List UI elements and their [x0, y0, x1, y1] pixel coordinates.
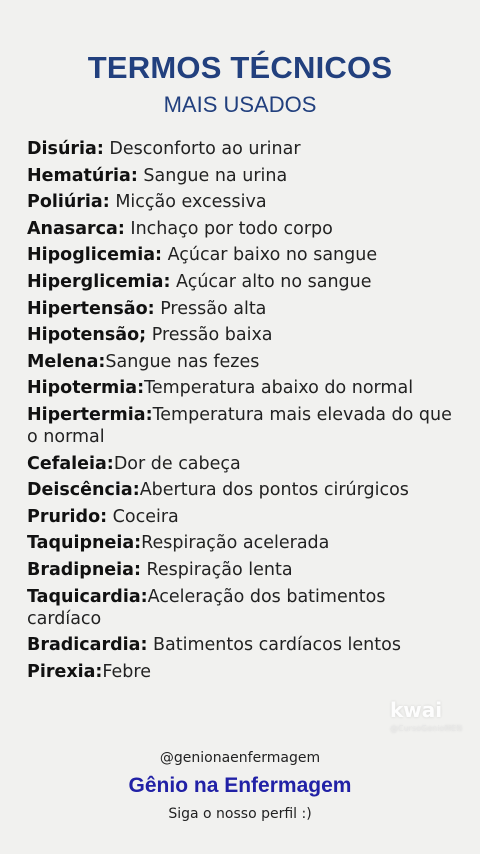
term-definition: Sangue nas fezes: [105, 351, 260, 372]
term-definition: Pressão alta: [154, 298, 267, 319]
term-name: Cefaleia:: [27, 453, 114, 474]
term-name: Hipotermia:: [27, 378, 145, 399]
term-definition: Temperatura mais elevada do que o normal: [27, 404, 452, 447]
term-name: Hipertensão:: [27, 298, 155, 319]
brand-name: Gênio na Enfermagem: [128, 774, 352, 797]
kwai-watermark: [390, 698, 470, 733]
term-definition: Açúcar baixo no sangue: [162, 245, 378, 266]
term-definition: Açúcar alto no sangue: [170, 271, 372, 292]
term-name: Hipotensão;: [27, 325, 147, 346]
term-name: Taquipneia:: [27, 533, 142, 554]
term-name: Deiscência:: [27, 480, 140, 501]
term-item: [27, 324, 457, 346]
term-name: Bradicardia:: [27, 635, 148, 656]
term-item: [27, 453, 457, 475]
term-name: Anasarca:: [27, 218, 125, 239]
term-name: Disúria:: [27, 139, 104, 159]
term-definition: Desconforto ao urinar: [103, 139, 301, 159]
term-item: [27, 404, 457, 448]
kwai-logo-icon: kwai: [390, 698, 443, 722]
term-definition: Pressão baixa: [146, 325, 273, 346]
instagram-handle[interactable]: @genionaenfermagem: [159, 750, 321, 766]
term-item: [27, 377, 457, 399]
term-name: Pirexia:: [27, 661, 103, 682]
terms-list: [27, 138, 457, 687]
term-item: [27, 351, 457, 373]
term-name: Taquicardia:: [27, 586, 148, 607]
term-definition: Inchaço por todo corpo: [124, 218, 333, 239]
term-item: [27, 532, 457, 554]
term-name: Melena:: [27, 351, 106, 372]
term-item: [27, 634, 457, 656]
page-title: TERMOS TÉCNICOS: [87, 50, 393, 85]
term-item: [27, 506, 457, 528]
term-item: [27, 218, 457, 240]
term-name: Hiperglicemia:: [27, 271, 171, 292]
term-item: [27, 559, 457, 581]
term-name: Hipertermia:: [27, 404, 153, 425]
term-definition: Abertura dos pontos cirúrgicos: [139, 480, 409, 501]
term-definition: Dor de cabeça: [113, 453, 241, 474]
term-name: Poliúria:: [27, 192, 110, 213]
follow-cta: Siga o nosso perfil :): [168, 806, 312, 822]
watermark-handle: @CursoGenioMEN: [390, 724, 463, 733]
term-item: [27, 661, 457, 683]
term-item: [27, 271, 457, 293]
term-name: Hematúria:: [27, 165, 138, 186]
term-name: Prurido:: [27, 506, 108, 527]
term-item: [27, 298, 457, 320]
term-item: [27, 191, 457, 213]
term-definition: Batimentos cardíacos lentos: [147, 635, 401, 656]
term-definition: Micção excessiva: [109, 192, 267, 213]
term-definition: Febre: [102, 661, 151, 682]
term-item: [27, 244, 457, 266]
term-item: [27, 586, 457, 630]
term-definition: Respiração acelerada: [141, 533, 330, 554]
term-item: [27, 165, 457, 187]
term-definition: Respiração lenta: [140, 559, 293, 580]
term-name: Hipoglicemia:: [27, 245, 163, 266]
page-subtitle: MAIS USADOS: [163, 92, 317, 117]
term-item: [27, 479, 457, 501]
term-item: [27, 138, 457, 160]
term-definition: Sangue na urina: [137, 165, 288, 186]
term-definition: Aceleração dos batimentos cardíaco: [27, 586, 386, 629]
term-name: Bradipneia:: [27, 559, 141, 580]
term-definition: Temperatura abaixo do normal: [144, 378, 414, 399]
term-definition: Coceira: [107, 506, 179, 527]
